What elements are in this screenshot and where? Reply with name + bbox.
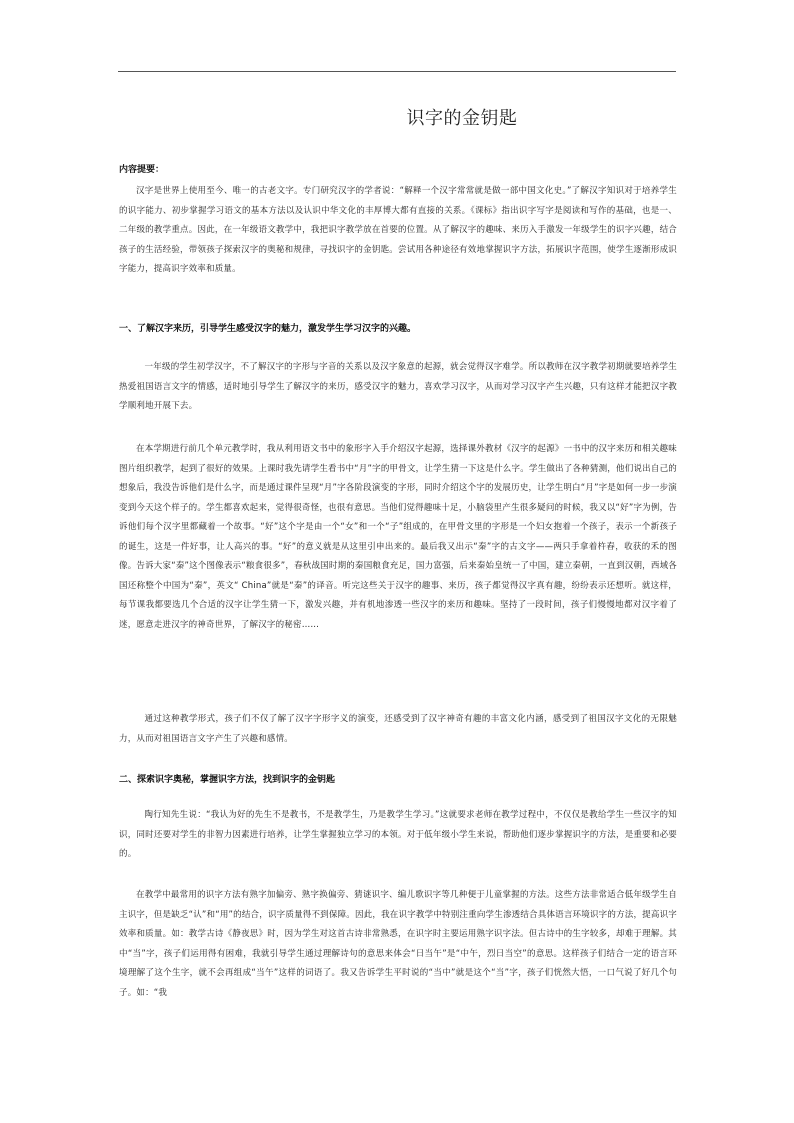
paragraph-section1-a: 一年级的学生初学汉字，不了解汉字的字形与字音的关系以及汉字象意的起源，就会觉得汉字难学。所以教师在汉字教学初期就要培养学生热爱祖国语言文字的情感，适时地引导学生了解汉字的来历，感受汉字的魅力，喜欢学习汉字，从而对学习汉字产生兴趣，只有这样才能把汉字教学顺利地开展下去。 [119, 362, 677, 411]
header-rule [118, 71, 676, 72]
paragraph-section1-c: 通过这种教学形式，孩子们不仅了解了汉字字形字义的演变，还感受到了汉字神奇有趣的丰富文化内涵，感受到了祖国汉字文化的无限魅力，从而对祖国语言文字产生了兴趣和感情。 [119, 714, 677, 744]
section-heading-1: 一、了解汉字来历，引导学生感受汉字的魅力，激发学生学习汉字的兴趣。 [119, 324, 417, 334]
summary-label: 内容提要： [119, 165, 165, 175]
document-title: 识字的金钥匙 [406, 108, 518, 129]
paragraph-section1-b: 在本学期进行前几个单元教学时，我从利用语文书中的象形字入手介绍汉字起源，选择课外教材《汉字的起源》一书中的汉字来历和相关趣味图片组织教学，起到了很好的效果。上课时我先请学生看书中“月”字的甲骨文，让学生猜一下这是什么字。学生做出了各种猜测，他们说出自己的想象后，我没告诉他们是什么字，而是通过课件呈现“月”字各阶段演变的字形，同时介绍这个字的发展历史，让学生明白“月”字是如何一步一步演变到今天这个样子的。学生都喜欢起来，觉得很奇怪，也很有意思。当他们觉得趣味十足，小脑袋里产生很多疑问的时候，我又以“好”字为例，告诉他们每个汉字里都藏着一个故事。“好”这个字是由一个“女”和一个“子”组成的，在甲骨文里的字形是一个妇女抱着一个孩子，表示一个新孩子的诞生，这是一件好事，让人高兴的事。“好”的意义就是从这里引申出来的。最后我又出示“秦”字的古文字——两只手拿着杵舂，收获的禾的图像。告诉大家“秦”这个图像表示“粮食很多”，春秋战国时期的秦国粮食充足，国力富强，后来秦始皇统一了中国，建立秦朝，一直到汉朝，西域各国还称整个中国为“秦”，英文“ China”就是“秦”的译音。听完这些关于汉字的趣事、来历，孩子都觉得汉字真有趣，纷纷表示还想听。就这样，每节课我都要选几个合适的汉字让学生猜一下，激发兴趣，并有机地渗透一些汉字的来历和趣味。坚持了一段时间，孩子们慢慢地都对汉字着了迷，愿意走进汉字的神奇世界，了解汉字的秘密…… [119, 444, 677, 630]
section-heading-2: 二、探索识字奥秘，掌握识字方法，找到识字的金钥匙 [119, 775, 336, 785]
paragraph-section2-b: 在教学中最常用的识字方法有熟字加偏旁、熟字换偏旁、猜谜识字、编儿歌识字等几种便于儿童掌握的方法。这些方法非常适合低年级学生自主识字，但是缺乏“认”和“用”的结合，识字质量得不到保障。因此，我在识字教学中特别注重向学生渗透结合具体语言环境识字的方法，提高识字效率和质量。如：教学古诗《静夜思》时，因为学生对这首古诗非常熟悉，在识字时主要运用熟字识字法。但古诗中的生字较多，却难于理解。其中“当”字，孩子们运用得有困难，我就引导学生通过理解诗句的意思来体会“日当午”是“中午，烈日当空”的意思。这样孩子们结合一定的语言环境理解了这个生字，就不会再组成“当午”这样的词语了。我又告诉学生平时说的“当中”就是这个“当”字，孩子们恍然大悟，一口气说了好几个句子。如：“我 [119, 890, 677, 998]
paragraph-intro: 汉字是世界上使用至今、唯一的古老文字。专门研究汉字的学者说：“解释一个汉字常常就是做一部中国文化史。”了解汉字知识对于培养学生的识字能力、初步掌握学习语文的基本方法以及认识中华文化的丰厚博大都有直接的关系。《课标》指出识字写字是阅读和写作的基础，也是一、二年级的教学重点。因此，在一年级语文教学中，我把识字教学放在首要的位置。从了解汉字的趣味、来历入手激发一年级学生的识字兴趣，结合孩子的生活经验，带领孩子探索汉字的奥秘和规律，寻找识字的金钥匙。尝试用各种途径有效地掌握识字方法，拓展识字范围，使学生逐渐形成识字能力，提高识字效率和质量。 [119, 186, 677, 274]
paragraph-section2-a: 陶行知先生说：“我认为好的先生不是教书，不是教学生，乃是教学生学习。”这就要求老师在教学过程中，不仅仅是教给学生一些汉字的知识，同时还要对学生的非智力因素进行培养，让学生掌握独立学习的本领。对于低年级小学生来说，帮助他们逐步掌握识字的方法，是重要和必要的。 [119, 810, 677, 859]
